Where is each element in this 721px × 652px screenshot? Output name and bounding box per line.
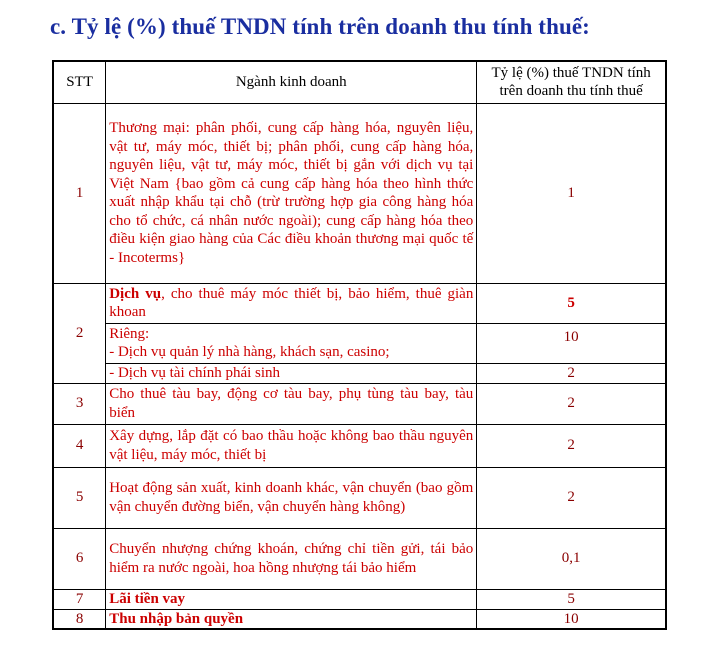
row-industry-line1: Riêng: [109,325,150,342]
table-row [53,424,666,467]
row-stt: 5 [53,467,106,528]
row-stt: 2 [53,283,106,383]
header-rate [477,61,666,103]
row-industry: Cho thuê tàu bay, động cơ tàu bay, phụ tùng tàu bay, tàu biển [106,383,477,424]
row-rate: 2 [477,363,666,383]
row-industry: Chuyển nhượng chứng khoán, chứng chỉ tiền gửi, tái bảo hiểm ra nước ngoài, hoa hồng nhượng tái bảo hiểm [106,528,477,589]
row-industry-bold: Dịch vụ [109,285,162,302]
table-row [53,363,666,383]
row-industry: Thu nhập bản quyền [106,609,477,629]
row-rate: 10 [477,609,666,629]
header-stt: STT [53,61,106,103]
table-row [53,609,666,629]
row-stt: 1 [53,103,106,283]
table-header-row [53,61,666,103]
section-heading: c. Tỷ lệ (%) thuế TNDN tính trên doanh thu tính thuế: [50,14,590,39]
row-industry [106,283,477,323]
row-stt: 7 [53,589,106,609]
table-row [53,283,666,323]
table-row [53,589,666,609]
table-row [53,103,666,283]
header-rate-line1: Tỷ lệ (%) thuế TNDN tính [491,64,651,81]
row-industry-rest: , cho thuê máy móc thiết bị, bảo hiểm, thuê giàn khoan [109,285,474,320]
row-industry: Hoạt động sản xuất, kinh doanh khác, vận chuyển (bao gồm vận chuyển đường biển, vận chuyển hàng không) [106,467,477,528]
table-row [53,323,666,363]
row-stt: 4 [53,424,106,467]
row-stt: 8 [53,609,106,629]
header-rate-line2: trên doanh thu tính thuế [499,83,643,100]
row-industry [106,323,477,363]
row-rate: 1 [477,103,666,283]
row-stt: 3 [53,383,106,424]
row-industry-line2: - Dịch vụ quản lý nhà hàng, khách sạn, casino; [109,344,390,360]
row-rate: 5 [477,589,666,609]
row-rate: 2 [477,383,666,424]
row-stt: 6 [53,528,106,589]
table-row [53,467,666,528]
table-row [53,383,666,424]
header-industry: Ngành kinh doanh [106,61,477,103]
row-industry: Xây dựng, lắp đặt có bao thầu hoặc không bao thầu nguyên vật liệu, máy móc, thiết bị [106,424,477,467]
row-rate: 0,1 [477,528,666,589]
table-row [53,528,666,589]
row-industry: Thương mại: phân phối, cung cấp hàng hóa, nguyên liệu, vật tư, máy móc, thiết bị; phân phối, cung cấp hàng hóa, nguyên liệu, vật tư, máy móc, thiết bị gắn với dịch vụ tại Việt Nam {bao gồm cả cung cấp hàng hóa theo hình thức xuất nhập khẩu tại chỗ (trừ trường hợp gia công hàng hóa cho tổ chức, cá nhân nước ngoài); cung cấp hàng hóa theo điều kiện giao hàng của Các điều khoản thương mại quốc tế - Incoterms} [106,103,477,283]
row-rate: 10 [477,323,666,363]
row-rate: 5 [477,283,666,323]
row-rate: 2 [477,467,666,528]
row-industry: - Dịch vụ tài chính phái sinh [106,363,477,383]
row-rate: 2 [477,424,666,467]
row-industry: Lãi tiền vay [106,589,477,609]
tax-rate-table [52,60,667,630]
